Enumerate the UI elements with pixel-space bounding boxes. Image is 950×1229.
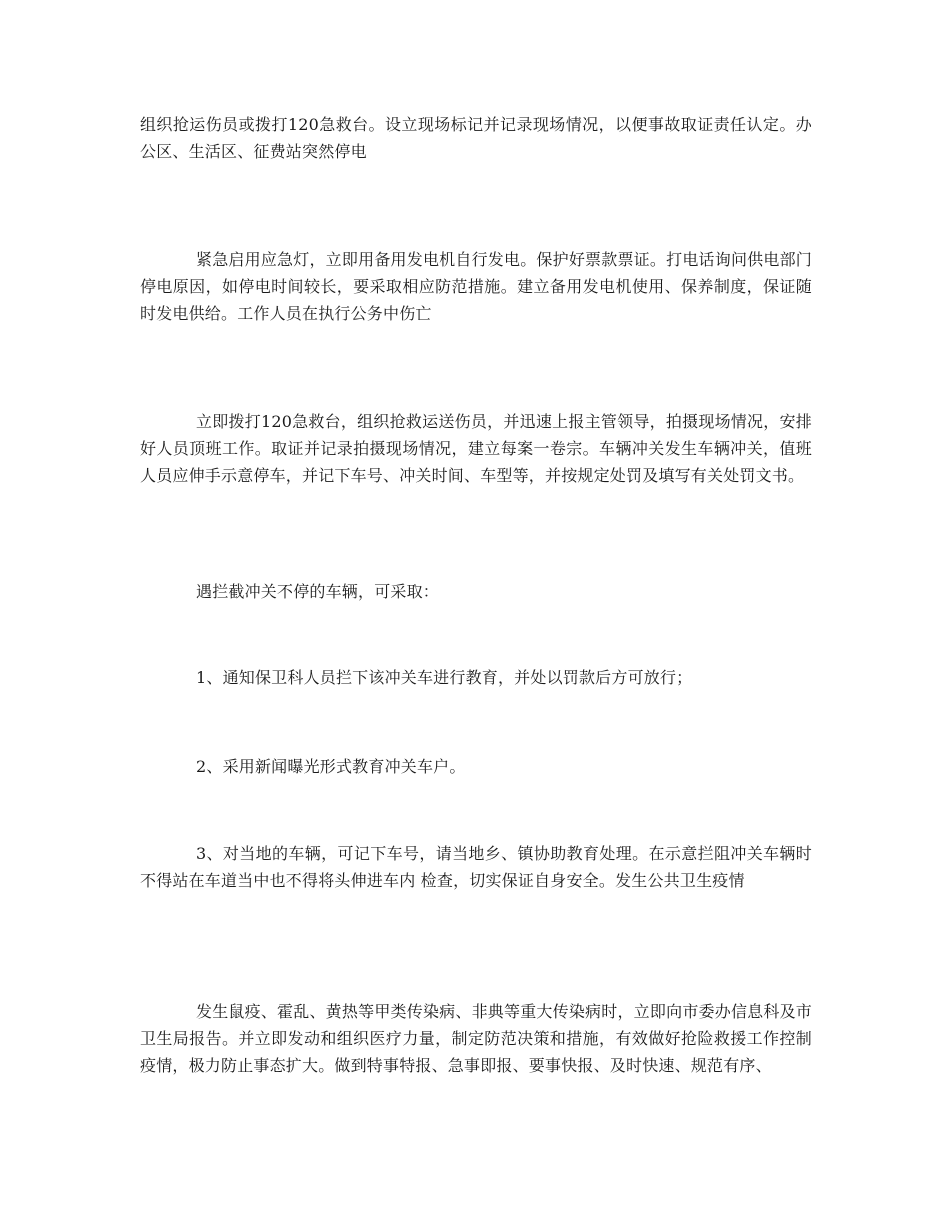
paragraph-staff-injury: 立即拨打120急救台，组织抢救运送伤员，并迅速上报主管领导，拍摄现场情况，安排好人员顶班工作。取证并记录拍摄现场情况，建立每案一卷宗。车辆冲关发生车辆冲关，值班人员应伸手示意停车，并记下车号、冲关时间、车型等，并按规定处罚及填写有关处罚文书。 [140, 412, 812, 485]
list-item-2: 2、采用新闻曝光形式教育冲关车户。 [196, 757, 466, 776]
paragraph-casualty-handling-continued: 组织抢运伤员或拨打120急救台。设立现场标记并记录现场情况，以便事故取证责任认定。办公区、生活区、征费站突然停电 [140, 115, 812, 161]
paragraph-public-health: 发生鼠疫、霍乱、黄热等甲类传染病、非典等重大传染病时，立即向市委办信息科及市卫生局报告。并立即发动和组织医疗力量，制定防范决策和措施，有效做好抢险救援工作控制疫情，极力防止事态扩大。做到特事特报、急事即报、要事快报、及时快速、规范有序、 [140, 1002, 812, 1075]
list-item-1: 1、通知保卫科人员拦下该冲关车进行教育，并处以罚款后方可放行； [196, 668, 693, 687]
list-item-3: 3、对当地的车辆，可记下车号，请当地乡、镇协助教育处理。在示意拦阻冲关车辆时不得站在车道当中也不得将头伸进车内 检查，切实保证自身安全。发生公共卫生疫情 [140, 844, 812, 890]
paragraph-interception-intro: 遇拦截冲关不停的车辆，可采取： [196, 582, 440, 601]
paragraph-power-outage: 紧急启用应急灯，立即用备用发电机自行发电。保护好票款票证。打电话询问供电部门停电原因，如停电时间较长，要采取相应防范措施。建立备用发电机使用、保养制度，保证随时发电供给。工作人员在执行公务中伤亡 [140, 250, 812, 323]
